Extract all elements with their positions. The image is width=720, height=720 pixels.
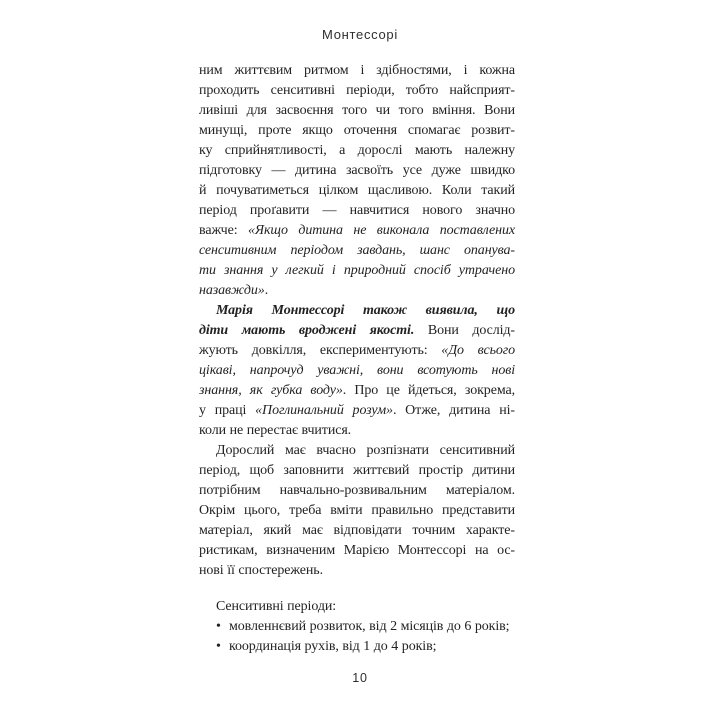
text-line bbox=[199, 161, 515, 181]
bullet-list-line bbox=[199, 617, 515, 637]
text-segment: й почуватиметься цілком щасливою. Коли такий bbox=[199, 183, 515, 198]
text-line bbox=[199, 241, 515, 261]
text-line bbox=[199, 421, 515, 441]
text-line bbox=[199, 521, 515, 541]
text-line bbox=[199, 141, 515, 161]
text-line bbox=[199, 341, 515, 361]
page-number: 10 bbox=[352, 671, 368, 685]
running-head: Монтессорі bbox=[322, 27, 398, 42]
text-segment: жують довкілля, експериментують: bbox=[199, 343, 442, 358]
text-segment: ти знання у легкий і природний спосіб утрачено bbox=[199, 263, 515, 278]
text-line bbox=[199, 101, 515, 121]
text-segment: Окрім цього, треба вміти правильно представити bbox=[199, 503, 515, 518]
text-segment: Дорослий має вчасно розпізнати сенситивний bbox=[216, 443, 515, 458]
bullet-list-line bbox=[199, 637, 515, 657]
text-line bbox=[199, 361, 515, 381]
text-segment: ку сприйнятливості, а дорослі мають належну bbox=[199, 143, 515, 158]
text-line bbox=[199, 461, 515, 481]
text-line bbox=[199, 321, 515, 341]
text-segment: назавжди» bbox=[199, 283, 265, 298]
text-segment: знання, як губка воду» bbox=[199, 383, 343, 398]
text-segment: . Отже, дитина ні- bbox=[392, 403, 515, 418]
text-line bbox=[199, 441, 515, 461]
text-line bbox=[199, 81, 515, 101]
text-segment: потрібним навчально-розвивальним матеріалом. bbox=[199, 483, 515, 498]
text-segment: сенситивним періодом завдань, шанс опанува- bbox=[199, 243, 515, 258]
text-line bbox=[199, 121, 515, 141]
text-segment: Марія Монтессорі також виявила, що bbox=[216, 303, 515, 318]
text-line bbox=[199, 181, 515, 201]
text-line bbox=[199, 501, 515, 521]
text-line bbox=[199, 201, 515, 221]
text-segment: минущі, проте якщо оточення спомагає розвит- bbox=[199, 123, 515, 138]
text-segment: нові її спостережень. bbox=[199, 563, 323, 578]
text-segment: ним життєвим ритмом і здібностями, і кожна bbox=[199, 63, 515, 78]
text-segment: матеріал, який має відповідати точним характе- bbox=[199, 523, 515, 538]
text-segment: ристикам, визначеним Марією Монтессорі на ос- bbox=[199, 543, 515, 558]
text-segment: період, щоб заповнити життєвий простір дитини bbox=[199, 463, 515, 478]
text-segment: цікаві, напрочуд уважні, вони всотують нові bbox=[199, 363, 515, 378]
bullet-icon: • bbox=[216, 639, 221, 654]
text-line bbox=[199, 381, 515, 401]
text-segment: період проґавити — навчитися нового значно bbox=[199, 203, 515, 218]
text-segment: мовленнєвий розвиток, від 2 місяців до 6 років; bbox=[229, 619, 510, 634]
page-text bbox=[199, 61, 515, 657]
text-segment: у праці bbox=[199, 403, 256, 418]
text-segment: діти мають вроджені якості. bbox=[199, 323, 415, 338]
text-segment: координація рухів, від 1 до 4 років; bbox=[229, 639, 437, 654]
text-segment: важче: bbox=[199, 223, 248, 238]
text-segment: проходить сенситивні періоди, тобто найсприят- bbox=[199, 83, 515, 98]
text-segment: підготовку — дитина засвоїть усе дуже швидко bbox=[199, 163, 515, 178]
text-segment: . bbox=[264, 283, 269, 298]
text-line bbox=[199, 541, 515, 561]
text-segment: Сенситивні періоди: bbox=[216, 599, 337, 614]
text-line bbox=[199, 481, 515, 501]
text-line bbox=[199, 597, 515, 617]
text-line bbox=[199, 301, 515, 321]
text-segment: ливіші для засвоєння того чи того вміння. Вони bbox=[199, 103, 515, 118]
text-segment: «Поглинальний розум» bbox=[255, 403, 393, 418]
text-segment: «Якщо дитина не виконала поставлених bbox=[247, 223, 515, 238]
text-segment: Вони дослід- bbox=[414, 323, 515, 338]
bullet-icon: • bbox=[216, 619, 221, 634]
text-line bbox=[199, 221, 515, 241]
text-segment: . Про це йдеться, зокрема, bbox=[342, 383, 515, 398]
text-segment: коли не перестає вчитися. bbox=[199, 423, 352, 438]
text-line bbox=[199, 261, 515, 281]
text-line bbox=[199, 61, 515, 81]
text-segment: «До всього bbox=[441, 343, 515, 358]
text-line bbox=[199, 281, 515, 301]
text-line bbox=[199, 401, 515, 421]
text-line bbox=[199, 561, 515, 581]
